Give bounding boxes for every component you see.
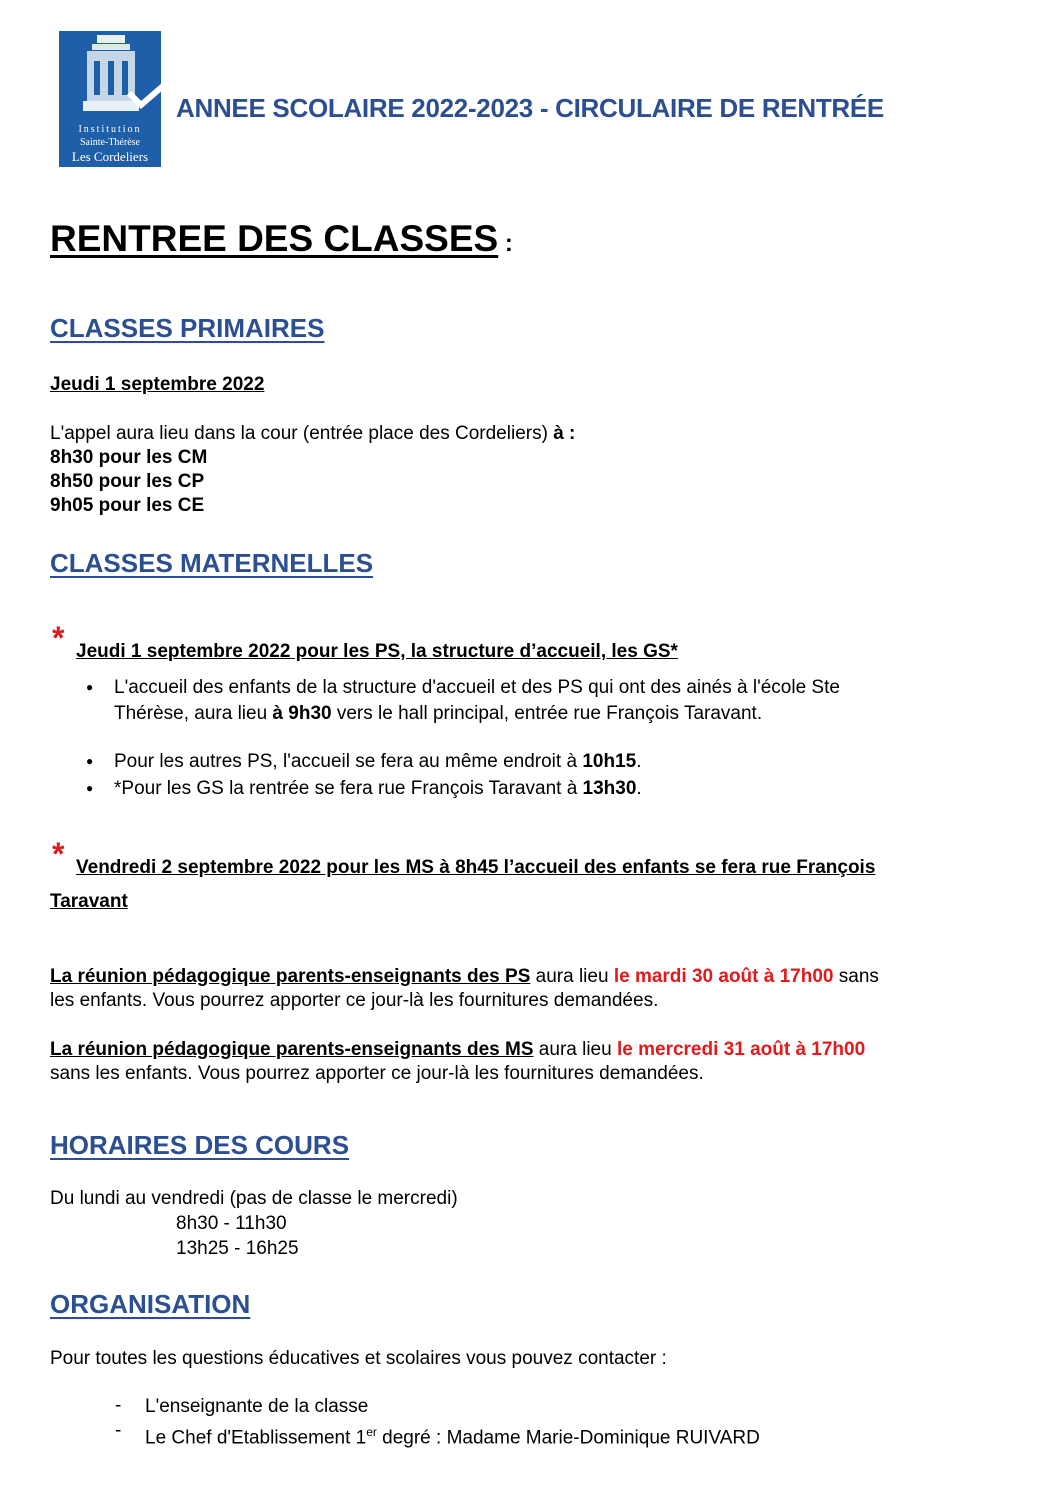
primaires-time-ce: 9h05 pour les CE xyxy=(50,495,205,516)
organisation-intro: Pour toutes les questions éducatives et scolaires vous pouvez contacter : xyxy=(50,1348,667,1369)
horaires-line: Du lundi au vendredi (pas de classe le mercredi) xyxy=(50,1188,458,1209)
maternelles-day2-line2: Taravant xyxy=(50,891,128,912)
logo-line-1: Institution xyxy=(78,124,142,135)
dash-marker: - xyxy=(115,1420,122,1441)
section-heading-organisation: ORGANISATION xyxy=(50,1289,251,1319)
reunion-ms-line1: La réunion pédagogique parents-enseignants des MS aura lieu le mercredi 31 août à 17h00 xyxy=(50,1039,866,1060)
primaires-date: Jeudi 1 septembre 2022 xyxy=(50,374,265,395)
main-title xyxy=(50,218,513,260)
maternelles-day2-line1: Vendredi 2 septembre 2022 pour les MS à 8h45 l’accueil des enfants se fera rue François xyxy=(76,857,876,878)
school-logo xyxy=(59,31,161,167)
primaires-time-cm: 8h30 pour les CM xyxy=(50,447,208,468)
bullet-icon: ● xyxy=(86,754,94,768)
organisation-item-2: Le Chef d'Etablissement 1er degré : Madame Marie-Dominique RUIVARD xyxy=(145,1425,760,1449)
section-heading-primaires: CLASSES PRIMAIRES xyxy=(50,313,325,343)
reunion-ms-line2: sans les enfants. Vous pourrez apporter ce jour-là les fournitures demandées. xyxy=(50,1063,704,1084)
horaires-morning: 8h30 - 11h30 xyxy=(176,1213,287,1234)
reunion-ps-line2: les enfants. Vous pourrez apporter ce jour-là les fournitures demandées. xyxy=(50,990,659,1011)
dash-marker: - xyxy=(115,1395,122,1416)
document-header-title: ANNEE SCOLAIRE 2022-2023 - CIRCULAIRE DE RENTRÉE xyxy=(176,93,884,123)
maternelles-bullet1-line1: L'accueil des enfants de la structure d'accueil et des PS qui ont des ainés à l'école Ste xyxy=(114,677,840,698)
star-marker-1: * xyxy=(52,620,65,656)
bullet-icon: ● xyxy=(86,680,94,694)
horaires-afternoon: 13h25 - 16h25 xyxy=(176,1238,299,1259)
star-marker-2: * xyxy=(52,836,65,872)
logo-line-3: Les Cordeliers xyxy=(71,149,149,164)
reunion-ps-line1: La réunion pédagogique parents-enseignants des PS aura lieu le mardi 30 août à 17h00 sans xyxy=(50,966,879,987)
primaires-intro: L'appel aura lieu dans la cour (entrée place des Cordeliers) à : xyxy=(50,423,576,444)
maternelles-bullet3: *Pour les GS la rentrée se fera rue François Taravant à 13h30. xyxy=(114,778,642,799)
primaires-time-cp: 8h50 pour les CP xyxy=(50,471,205,492)
maternelles-bullet2: Pour les autres PS, l'accueil se fera au même endroit à 10h15. xyxy=(114,751,642,772)
main-title-suffix: : xyxy=(498,230,513,257)
logo-line-2: Sainte-Thérèse xyxy=(80,137,140,148)
bullet-icon: ● xyxy=(86,781,94,795)
section-heading-horaires: HORAIRES DES COURS xyxy=(50,1130,350,1160)
section-heading-maternelles: CLASSES MATERNELLES xyxy=(50,548,374,578)
maternelles-day1: Jeudi 1 septembre 2022 pour les PS, la structure d’accueil, les GS* xyxy=(76,641,678,662)
maternelles-bullet1-line2: Thérèse, aura lieu à 9h30 vers le hall principal, entrée rue François Taravant. xyxy=(114,703,763,724)
main-title-text: RENTREE DES CLASSES xyxy=(50,218,499,259)
organisation-item-1: L'enseignante de la classe xyxy=(145,1396,369,1417)
